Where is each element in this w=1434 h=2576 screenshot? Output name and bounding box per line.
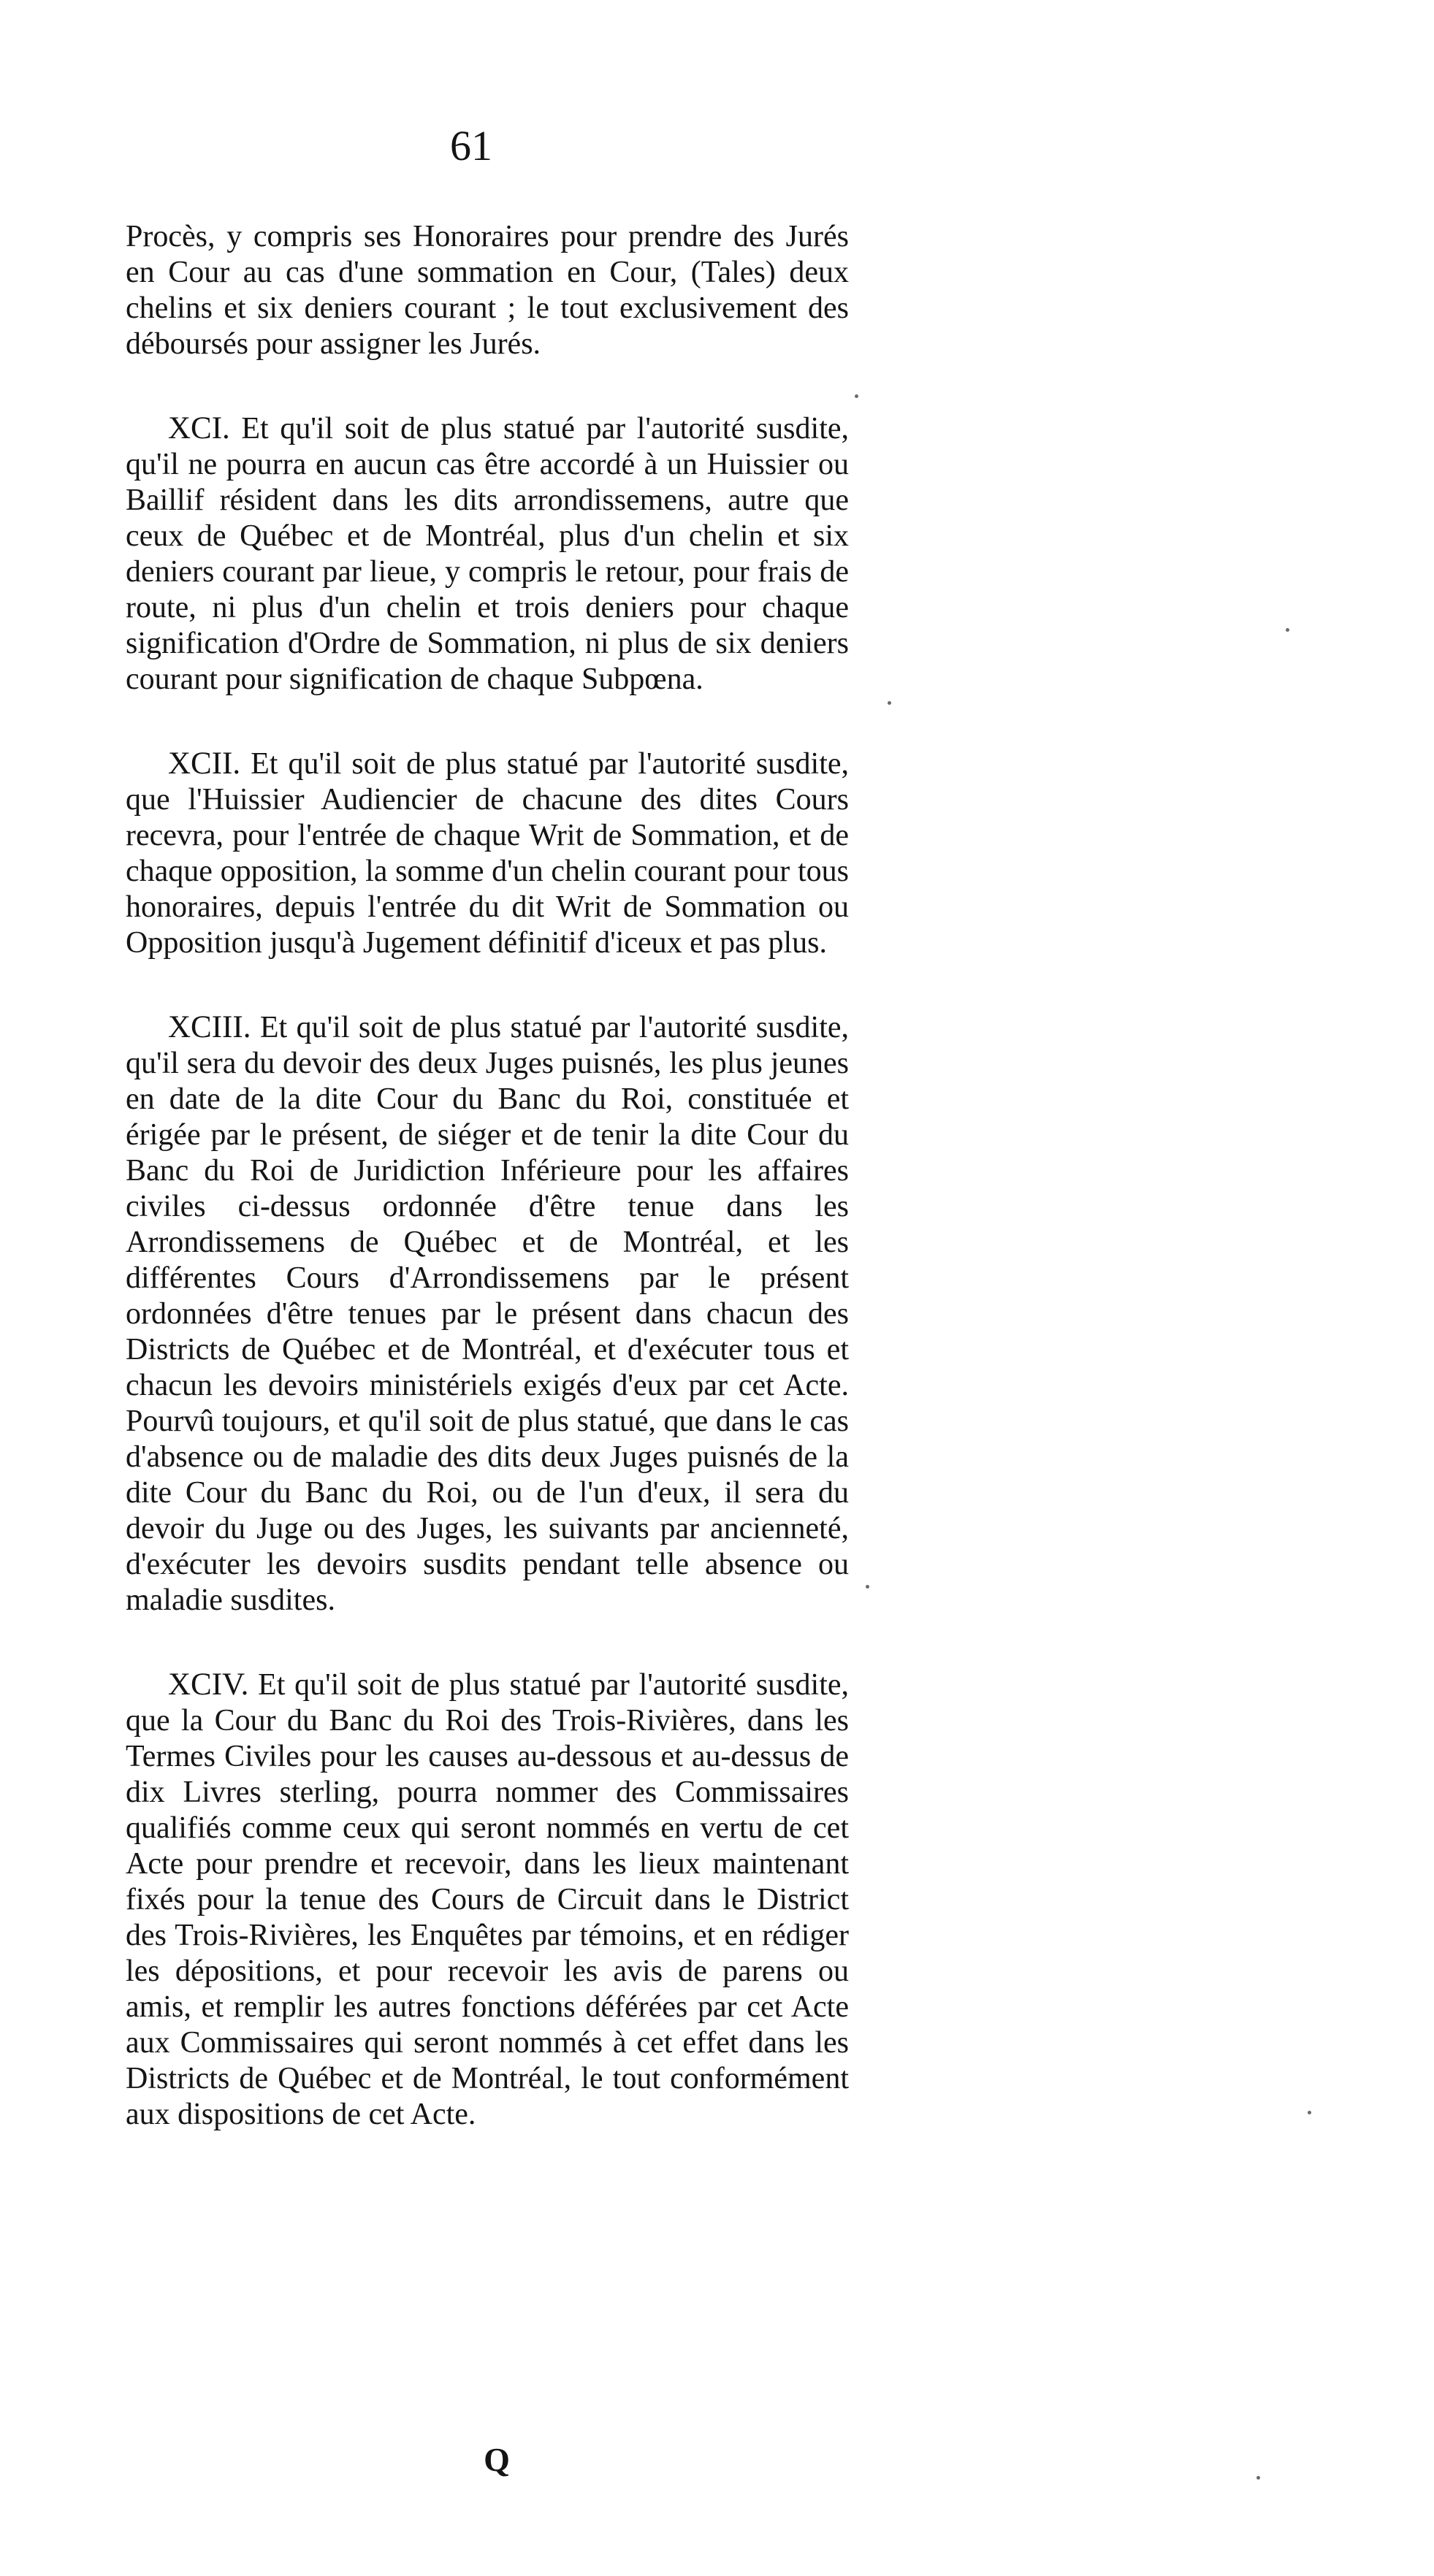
paragraph-section-xcii: [126, 746, 849, 961]
page-number: 61: [450, 122, 492, 169]
paragraph-text: Procès, y compris ses Honoraires pour prendre des Jurés en Cour au cas d'une sommation en Cour, (Tales) deux chelins et six deniers courant ; le tout exclusivement des déboursés pour assigner les Jurés.: [126, 220, 849, 361]
paper-speck: [855, 394, 858, 398]
signature-mark: Q: [484, 2441, 510, 2478]
paragraph-continuation: [126, 219, 849, 362]
paragraph-text: Et qu'il soit de plus statué par l'autorité susdite, que la Cour du Banc du Roi des Trois-Rivières, dans les Termes Civiles pour les causes au-dessous et au-dessus de dix Livres sterling, pourra nommer des Commissaires qualifiés comme ceux qui seront nommés en vertu de cet Acte pour prendre et recevoir, dans les lieux maintenant fixés pour la tenue des Cours de Circuit dans le District des Trois-Rivières, les Enquêtes par témoins, et en rédiger les dépositions, et pour recevoir les avis de parens ou amis, et remplir les autres fonctions déférées par cet Acte aux Commissaires qui seront nommés à cet effet dans les Districts de Québec et de Montréal, le tout conformément aux dispositions de cet Acte.: [126, 1668, 850, 2131]
section-number: XCI.: [168, 411, 230, 446]
section-number: XCIII.: [168, 1010, 251, 1044]
paper-speck: [888, 701, 891, 705]
paragraph-text: Et qu'il soit de plus statué par l'autorité susdite, qu'il sera du devoir des deux Juges puisnés, les plus jeunes en date de la dite Cour du Banc du Roi, constituée et érigée par le présent, de siéger et de tenir la dite Cour du Banc du Roi de Juridiction Inférieure pour les affaires civiles ci-dessus ordonnée d'être tenue dans les Arrondissemens de Québec et de Montréal, et les différentes Cours d'Arrondissemens par le présent ordonnées d'être tenues par le présent dans chacun des Districts de Québec et de Montréal, et d'exécuter tous et chacun les devoirs ministériels exigés d'eux par cet Acte. Pourvû toujours, et qu'il soit de plus statué, que dans le cas d'absence ou de maladie des dits deux Juges puisnés de la dite Cour du Banc du Roi, ou de l'un d'eux, il sera du devoir du Juge ou des Juges, les suivants par ancienneté, d'exécuter les devoirs susdits pendant telle absence ou maladie susdites.: [126, 1011, 850, 1617]
paragraph-section-xci: [126, 410, 849, 697]
paper-speck: [1286, 628, 1289, 632]
paragraph-section-xciv: [126, 1667, 849, 2133]
section-number: XCIV.: [168, 1667, 249, 1702]
paper-speck: [1256, 2476, 1260, 2480]
paragraph-text: Et qu'il soit de plus statué par l'autorité susdite, qu'il ne pourra en aucun cas être accordé à un Huissier ou Baillif résident dans les dits arrondissemens, autre que ceux de Québec et de Montréal, plus d'un chelin et six deniers courant par lieue, y compris le retour, pour frais de route, ni plus d'un chelin et trois deniers pour chaque signification d'Ordre de Sommation, ni plus de six deniers courant pour signification de chaque Subpœna.: [126, 412, 849, 696]
section-number: XCII.: [168, 746, 241, 781]
paragraph-text: Et qu'il soit de plus statué par l'autorité susdite, que l'Huissier Audiencier de chacune des dites Cours recevra, pour l'entrée de chaque Writ de Sommation, et de chaque opposition, la somme d'un chelin courant pour tous honoraires, depuis l'entrée du dit Writ de Sommation ou Opposition jusqu'à Jugement définitif d'iceux et pas plus.: [126, 747, 850, 960]
paper-speck: [1308, 2111, 1311, 2114]
paragraph-section-xciii: [126, 1009, 849, 1618]
paper-speck: [866, 1585, 869, 1589]
body-text: [126, 219, 849, 2133]
